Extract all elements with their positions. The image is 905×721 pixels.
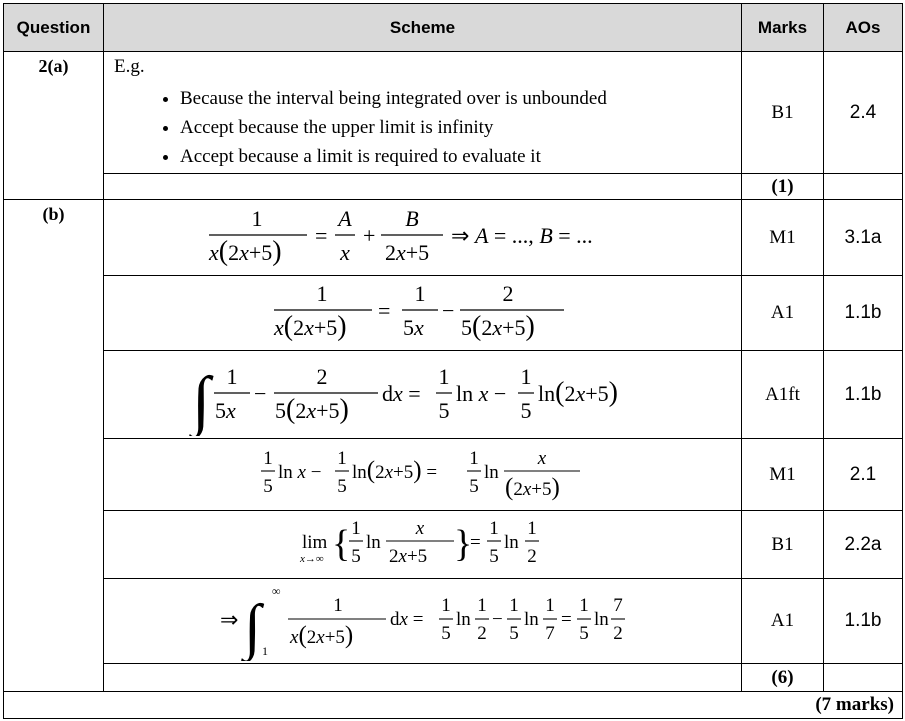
svg-text:1: 1	[544, 595, 555, 616]
limit-formula	[104, 511, 742, 579]
svg-text:5: 5	[508, 623, 519, 644]
svg-text:5: 5	[468, 475, 479, 497]
svg-text:5: 5	[350, 545, 361, 567]
part-b-row	[4, 351, 903, 439]
svg-text:x: x	[339, 239, 350, 265]
svg-text:+: +	[362, 222, 375, 248]
ao-cell: 2.2a	[824, 511, 903, 579]
svg-text:∫: ∫	[243, 593, 261, 661]
svg-text:=: =	[377, 298, 390, 323]
subtotal-cell: (1)	[742, 174, 824, 200]
svg-text:1: 1	[414, 281, 425, 306]
svg-text:x→∞: x→∞	[299, 552, 324, 565]
svg-text:1: 1	[316, 281, 327, 306]
mark-cell: B1	[742, 511, 824, 579]
svg-text:7: 7	[544, 623, 555, 644]
header-question: Question	[4, 4, 104, 52]
svg-text:1: 1	[440, 595, 451, 616]
svg-text:1: 1	[251, 205, 262, 231]
ao-cell: 2.4	[824, 52, 903, 174]
svg-text:lim: lim	[301, 531, 327, 553]
svg-text:=: =	[469, 531, 481, 553]
part-b-row	[4, 511, 903, 579]
svg-text:−: −	[253, 380, 266, 406]
mark-cell: A1ft	[742, 351, 824, 439]
part-a-label: 2(a)	[4, 52, 104, 200]
svg-text:2: 2	[476, 623, 487, 644]
partial-fraction-setup-formula	[104, 200, 742, 276]
svg-text:2: 2	[316, 363, 327, 389]
partial-fractions-result-formula	[104, 276, 742, 351]
svg-text:⇒: ⇒	[219, 607, 238, 632]
eg-label: E.g.	[114, 56, 145, 77]
svg-text:7: 7	[612, 595, 623, 616]
total-marks: (7 marks)	[4, 692, 903, 719]
svg-text:x(2x+5): x(2x+5)	[289, 622, 353, 649]
svg-text:}: }	[453, 522, 472, 565]
part-b-row	[4, 579, 903, 664]
part-b-row	[4, 439, 903, 511]
svg-text:5(2x+5): 5(2x+5)	[460, 311, 535, 342]
total-row	[4, 692, 903, 719]
svg-text:5x: 5x	[214, 397, 236, 423]
svg-text:B: B	[404, 205, 419, 231]
part-b-subtotal-row	[4, 664, 903, 692]
svg-text:1: 1	[332, 595, 343, 616]
svg-text:x: x	[537, 447, 546, 469]
svg-text:ln: ln	[483, 461, 499, 483]
log-combination-formula	[104, 439, 742, 511]
header-scheme: Scheme	[104, 4, 742, 52]
svg-text:ln(2x+5): ln(2x+5)	[537, 376, 618, 408]
mark-cell: A1	[742, 579, 824, 664]
mark-cell: A1	[742, 276, 824, 351]
svg-text:ln x −: ln x −	[277, 461, 321, 483]
svg-text:ln: ln	[455, 609, 471, 630]
svg-text:1: 1	[336, 447, 347, 469]
svg-text:2: 2	[502, 281, 513, 306]
subtotal-cell: (6)	[742, 664, 824, 692]
svg-text:1: 1	[226, 363, 237, 389]
bullet-item: • Because the interval being integrated over is unbounded	[180, 84, 741, 113]
svg-text:2x+5: 2x+5	[384, 239, 429, 265]
svg-text:ln: ln	[523, 609, 539, 630]
svg-text:5: 5	[488, 545, 499, 567]
header-row	[4, 4, 903, 52]
svg-text:1: 1	[262, 447, 273, 469]
svg-text:1: 1	[261, 644, 268, 658]
svg-text:ln(2x+5) =: ln(2x+5) =	[351, 456, 437, 484]
svg-text:2: 2	[526, 545, 537, 567]
svg-text:1: 1	[438, 363, 449, 389]
svg-text:5: 5	[440, 623, 451, 644]
svg-text:ln: ln	[593, 609, 609, 630]
svg-text:{: {	[331, 522, 350, 565]
svg-text:−: −	[441, 298, 454, 323]
svg-text:ln: ln	[503, 531, 519, 553]
part-b-row	[4, 276, 903, 351]
ao-cell: 2.1	[824, 439, 903, 511]
svg-text:1: 1	[578, 595, 589, 616]
final-evaluation-formula	[104, 579, 742, 664]
svg-text:2x+5: 2x+5	[388, 545, 427, 567]
svg-text:1: 1	[508, 595, 519, 616]
integration-formula	[104, 351, 742, 439]
svg-text:1: 1	[520, 363, 531, 389]
mark-scheme-table	[3, 3, 903, 719]
svg-text:1: 1	[526, 517, 537, 539]
svg-text:5x: 5x	[402, 315, 424, 340]
svg-text:5: 5	[438, 397, 449, 423]
ao-cell: 1.1b	[824, 276, 903, 351]
svg-text:(2x+5): (2x+5)	[504, 473, 560, 501]
svg-text:1: 1	[488, 517, 499, 539]
mark-cell: B1	[742, 52, 824, 174]
svg-text:x(2x+5): x(2x+5)	[208, 235, 282, 267]
part-b-label: (b)	[4, 200, 104, 692]
svg-text:5: 5	[578, 623, 589, 644]
part-a-scheme	[104, 52, 742, 174]
part-a-bullets	[104, 84, 741, 171]
part-a-row	[4, 52, 903, 174]
header-marks: Marks	[742, 4, 824, 52]
ao-cell: 1.1b	[824, 351, 903, 439]
svg-text:∫: ∫	[191, 363, 210, 436]
part-b-row	[4, 200, 903, 276]
mark-cell: M1	[742, 439, 824, 511]
ao-cell: 3.1a	[824, 200, 903, 276]
svg-text:5: 5	[520, 397, 531, 423]
svg-text:1: 1	[468, 447, 479, 469]
svg-text:−: −	[491, 609, 503, 630]
svg-text:1: 1	[476, 595, 487, 616]
bullet-item: • Accept because a limit is required to evaluate it	[180, 142, 741, 171]
svg-text:5(2x+5): 5(2x+5)	[274, 393, 349, 425]
ao-cell: 1.1b	[824, 579, 903, 664]
svg-text:ln: ln	[365, 531, 381, 553]
svg-text:dx =: dx =	[389, 609, 423, 630]
svg-text:1: 1	[350, 517, 361, 539]
svg-text:x: x	[415, 517, 424, 539]
header-aos: AOs	[824, 4, 903, 52]
svg-text:dx =: dx =	[381, 380, 421, 406]
svg-text:2: 2	[612, 623, 623, 644]
svg-text:∞: ∞	[271, 584, 281, 598]
part-a-subtotal-row	[4, 174, 903, 200]
svg-text:ln x −: ln x −	[455, 380, 506, 406]
svg-text:5: 5	[262, 475, 273, 497]
svg-text:=: =	[314, 222, 327, 248]
svg-text:5: 5	[336, 475, 347, 497]
svg-text:x(2x+5): x(2x+5)	[273, 311, 347, 342]
svg-text:=: =	[560, 609, 572, 630]
mark-cell: M1	[742, 200, 824, 276]
svg-text:⇒ A = ..., B = ...: ⇒ A = ..., B = ...	[450, 222, 593, 248]
svg-text:A: A	[337, 205, 352, 231]
bullet-item: • Accept because the upper limit is infinity	[180, 113, 741, 142]
